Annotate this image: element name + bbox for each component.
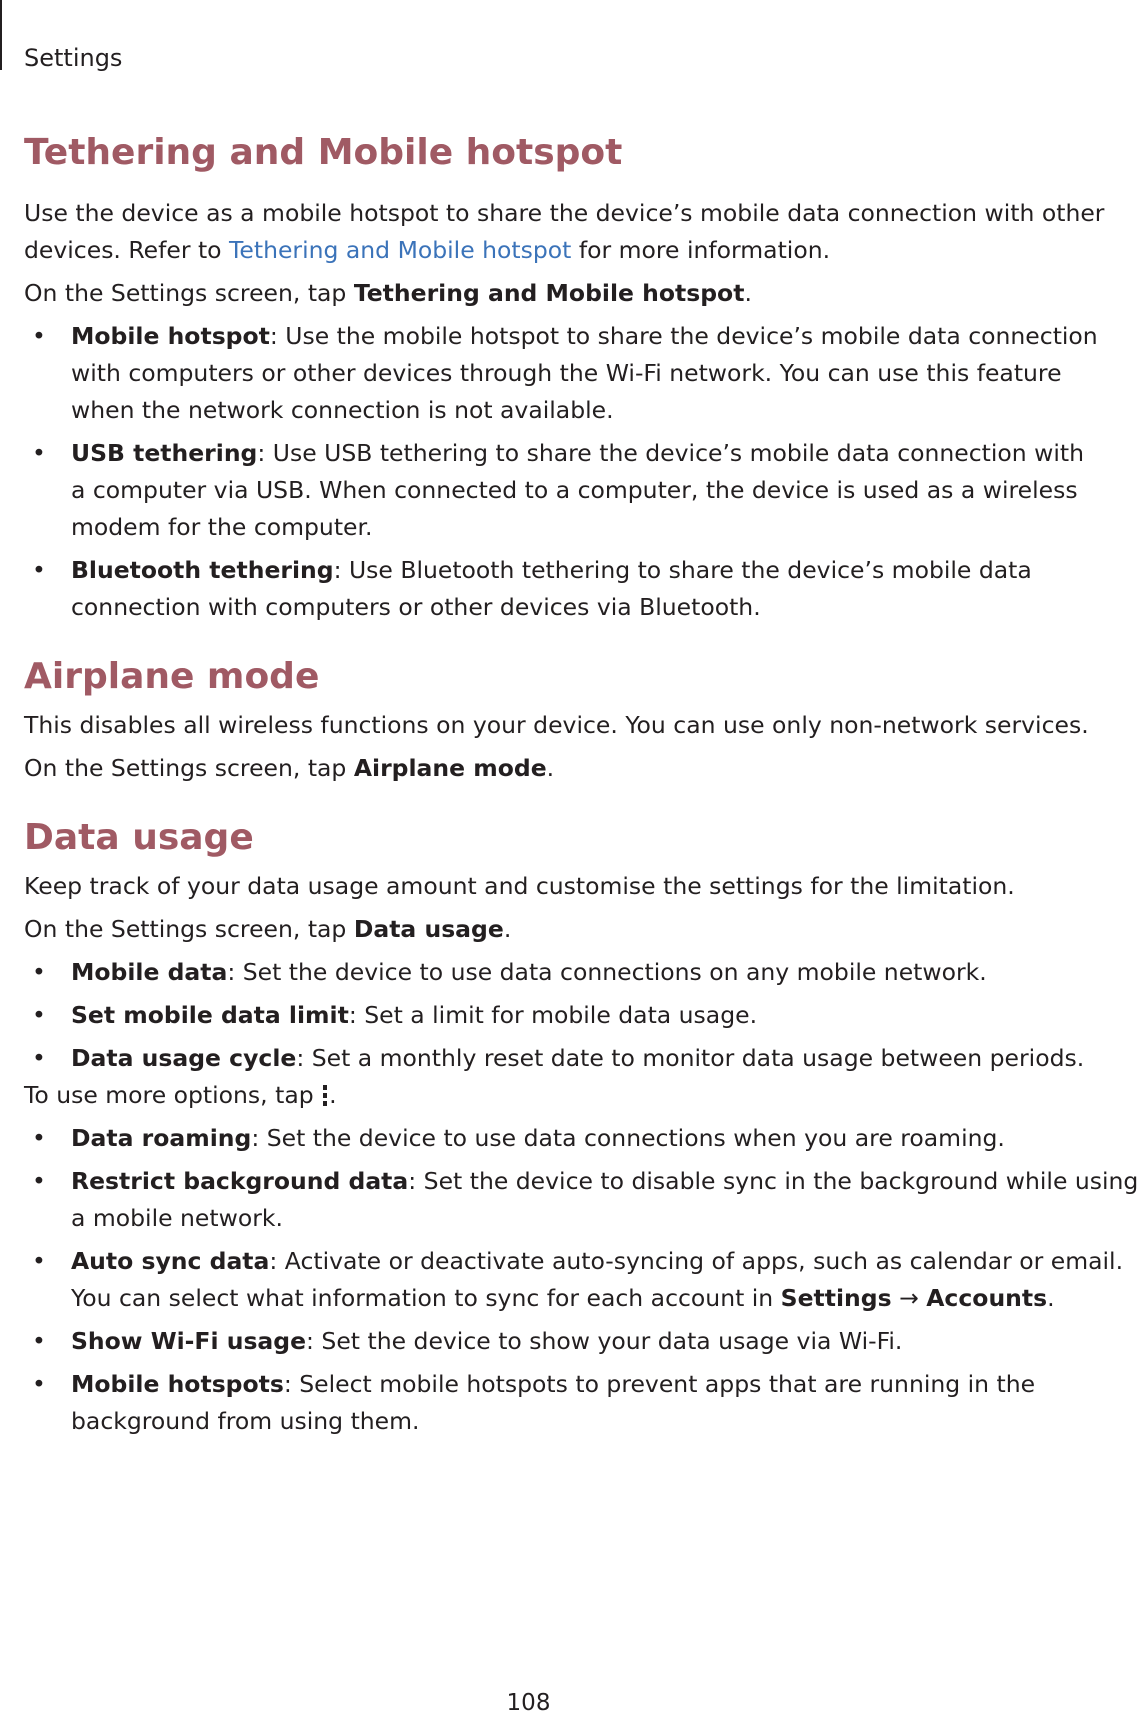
menu-path: Tethering and Mobile hotspot — [353, 279, 745, 307]
text: connection with computers or other devices via Bluetooth. — [71, 593, 761, 621]
bullet: • — [32, 1124, 46, 1152]
more-options-list — [24, 1120, 1138, 1440]
option-name: Mobile hotspots — [71, 1370, 284, 1398]
paragraph — [24, 1077, 1064, 1114]
data-usage-options-list — [24, 954, 1085, 1077]
menu-path: Accounts — [926, 1284, 1048, 1312]
text: . — [503, 915, 512, 943]
list-item — [24, 1040, 1085, 1077]
text: : Set a monthly reset date to monitor data usage between periods. — [296, 1044, 1085, 1072]
text: . — [1047, 1284, 1055, 1312]
bullet: • — [32, 1247, 46, 1275]
text: with computers or other devices through the Wi-Fi network. You can use this feature — [71, 359, 1062, 387]
text: : Activate or deactivate auto-syncing of apps, such as calendar or email. — [269, 1247, 1124, 1275]
option-name: Bluetooth tethering — [71, 556, 334, 584]
text: : Set a limit for mobile data usage. — [348, 1001, 758, 1029]
text: Use the device as a mobile hotspot to share the device’s mobile data connection with other — [24, 199, 1105, 227]
list-item — [24, 318, 1098, 429]
option-name: Restrict background data — [71, 1167, 409, 1195]
text: : Select mobile hotspots to prevent apps that are running in the — [283, 1370, 1036, 1398]
bullet: • — [32, 1001, 46, 1029]
text: Keep track of your data usage amount and customise the settings for the limitation. — [24, 872, 1015, 900]
bullet: • — [32, 556, 46, 584]
bullet: • — [32, 1044, 46, 1072]
text: : Set the device to show your data usage via Wi-Fi. — [306, 1327, 903, 1355]
tethering-link[interactable]: Tethering and Mobile hotspot — [229, 236, 572, 264]
text: : Set the device to use data connections when you are roaming. — [251, 1124, 1005, 1152]
text: a mobile network. — [71, 1204, 283, 1232]
text: : Use the mobile hotspot to share the device’s mobile data connection — [269, 322, 1098, 350]
text: . — [546, 754, 555, 782]
bullet: • — [32, 439, 46, 467]
menu-path: Settings — [780, 1284, 892, 1312]
text: You can select what information to sync for each account in — [71, 1284, 781, 1312]
section-title-tethering: Tethering and Mobile hotspot — [24, 132, 623, 173]
paragraph — [24, 707, 1089, 744]
list-item — [24, 1323, 1064, 1360]
text: devices. Refer to — [24, 236, 230, 264]
page-content — [24, 132, 1138, 1440]
paragraph — [24, 275, 1064, 312]
option-name: Mobile hotspot — [71, 322, 270, 350]
bullet: • — [32, 1370, 46, 1398]
bullet: • — [32, 1327, 46, 1355]
text: a computer via USB. When connected to a computer, the device is used as a wireless — [71, 476, 1078, 504]
text: when the network connection is not available. — [71, 396, 614, 424]
arrow-icon: → — [891, 1284, 927, 1312]
page-number: 108 — [506, 1690, 551, 1716]
section-title-airplane-mode: Airplane mode — [24, 656, 320, 697]
text: : Use Bluetooth tethering to share the device’s mobile data — [333, 556, 1032, 584]
text: This disables all wireless functions on your device. You can use only non-network services. — [24, 711, 1089, 739]
text: On the Settings screen, tap — [24, 915, 354, 943]
text: for more information. — [571, 236, 831, 264]
option-name: Auto sync data — [71, 1247, 270, 1275]
text: modem for the computer. — [71, 513, 373, 541]
running-header: Settings — [24, 44, 123, 72]
section-title-data-usage: Data usage — [24, 817, 254, 858]
option-name: Data roaming — [71, 1124, 252, 1152]
list-item — [24, 1120, 1064, 1157]
list-item — [24, 1163, 1138, 1237]
text: background from using them. — [71, 1407, 420, 1435]
page-edge-line — [0, 0, 2, 70]
text: : Set the device to use data connections on any mobile network. — [227, 958, 987, 986]
text: : Use USB tethering to share the device’s mobile data connection with — [257, 439, 1085, 467]
paragraph — [24, 750, 1064, 787]
bullet: • — [32, 322, 46, 350]
option-name: Show Wi-Fi usage — [71, 1327, 307, 1355]
list-item — [24, 997, 1064, 1034]
text: On the Settings screen, tap — [24, 279, 354, 307]
option-name: Mobile data — [71, 958, 228, 986]
tethering-options-list — [24, 318, 1098, 626]
paragraph — [24, 868, 1064, 905]
text: On the Settings screen, tap — [24, 754, 354, 782]
more-options-icon — [321, 1079, 329, 1109]
paragraph — [24, 195, 1105, 232]
paragraph — [24, 232, 1064, 269]
menu-path: Data usage — [353, 915, 504, 943]
bullet: • — [32, 958, 46, 986]
list-item — [24, 435, 1085, 546]
option-name: USB tethering — [71, 439, 258, 467]
text: : Set the device to disable sync in the background while using — [408, 1167, 1138, 1195]
menu-path: Airplane mode — [353, 754, 547, 782]
list-item — [24, 552, 1064, 626]
option-name: Data usage cycle — [71, 1044, 297, 1072]
text: . — [329, 1081, 337, 1109]
paragraph — [24, 911, 1064, 948]
list-item — [24, 1243, 1124, 1317]
bullet: • — [32, 1167, 46, 1195]
list-item — [24, 954, 1064, 991]
text: To use more options, tap — [24, 1081, 322, 1109]
text: . — [744, 279, 752, 307]
list-item — [24, 1366, 1064, 1440]
option-name: Set mobile data limit — [71, 1001, 349, 1029]
